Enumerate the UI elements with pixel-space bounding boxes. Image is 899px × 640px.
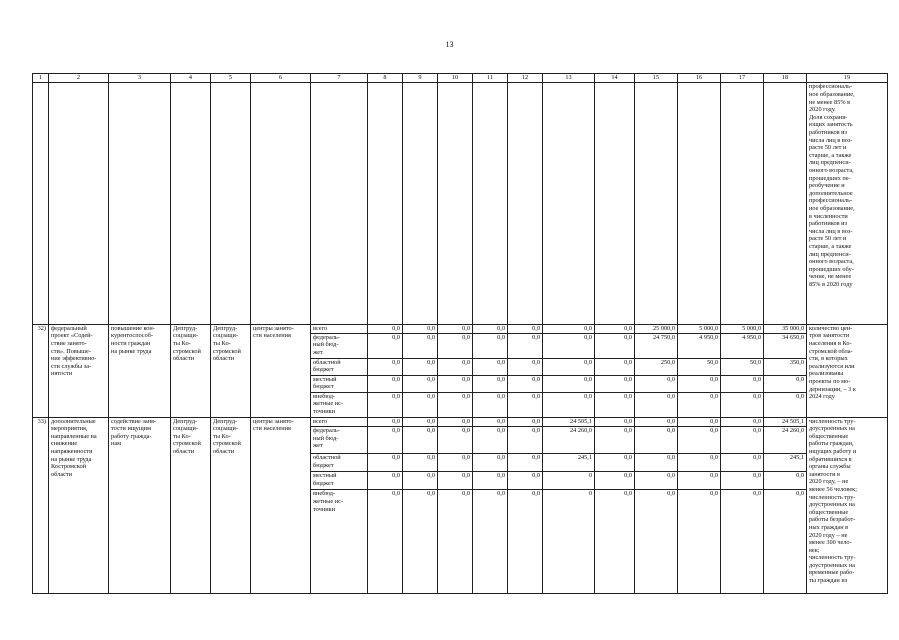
funding-value: 24 505,1 bbox=[543, 417, 595, 427]
row-number: 33) bbox=[33, 417, 49, 593]
funding-value: 0,0 bbox=[678, 417, 721, 427]
funding-value: 0,0 bbox=[368, 392, 403, 417]
column-number-2: 2 bbox=[49, 74, 109, 83]
funding-value: 350,0 bbox=[764, 358, 807, 375]
funding-value: 0,0 bbox=[678, 427, 721, 454]
funding-value: 0,0 bbox=[595, 333, 635, 358]
funding-value: 0,0 bbox=[721, 454, 764, 472]
funding-value: 0,0 bbox=[473, 375, 508, 392]
funding-value: 0,0 bbox=[721, 427, 764, 454]
funding-value: 0,0 bbox=[438, 427, 473, 454]
funding-value: 0,0 bbox=[473, 324, 508, 333]
column-number-9: 9 bbox=[403, 74, 438, 83]
funding-source: всего bbox=[311, 417, 368, 427]
funding-value: 0,0 bbox=[508, 472, 543, 490]
funding-value: 0,0 bbox=[403, 472, 438, 490]
funding-value: 0,0 bbox=[635, 454, 678, 472]
funding-value: 0,0 bbox=[403, 454, 438, 472]
funding-value: 245,1 bbox=[543, 454, 595, 472]
funding-value: 0,0 bbox=[368, 472, 403, 490]
funding-value: 0 bbox=[543, 490, 595, 594]
funding-value: 0,0 bbox=[473, 454, 508, 472]
funding-value: 0,0 bbox=[635, 375, 678, 392]
funding-value: 0,0 bbox=[438, 333, 473, 358]
funding-value: 0,0 bbox=[508, 454, 543, 472]
measure-name: дополнительные мероприятия, направленные на снижение напряженности на рынке труда Костромской области bbox=[49, 417, 109, 593]
funding-value: 0,0 bbox=[508, 427, 543, 454]
funding-value: 34 650,0 bbox=[764, 333, 807, 358]
funding-source: областной бюджет bbox=[311, 358, 368, 375]
funding-value: 0,0 bbox=[635, 417, 678, 427]
page-number: 13 bbox=[445, 40, 454, 49]
funding-value: 0,0 bbox=[473, 333, 508, 358]
target-indicator: количество цен- тров занятости населения в Ко- стромской обла- сти, в которых реализуются или реализованы проекты по мо- дернизации, – 3 к 2024 году bbox=[807, 324, 888, 417]
funding-value: 0,0 bbox=[721, 490, 764, 594]
responsible-executor: Депгруд- соцзащи- ты Ко- стромской области bbox=[171, 417, 211, 593]
funding-value: 0,0 bbox=[595, 427, 635, 454]
funding-value: 0,0 bbox=[403, 417, 438, 427]
continuation-row bbox=[33, 83, 888, 324]
column-number-3: 3 bbox=[109, 74, 171, 83]
column-number-12: 12 bbox=[508, 74, 543, 83]
funding-value: 0,0 bbox=[368, 358, 403, 375]
funding-value: 0,0 bbox=[438, 324, 473, 333]
column-number-18: 18 bbox=[764, 74, 807, 83]
funding-value: 5 000,0 bbox=[721, 324, 764, 333]
funding-value: 50,0 bbox=[721, 358, 764, 375]
funding-value: 0,0 bbox=[438, 417, 473, 427]
co-executor: Депгруд- соцзащи- ты Ко- стромской области bbox=[211, 417, 251, 593]
column-number-5: 5 bbox=[211, 74, 251, 83]
funding-value: 0,0 bbox=[678, 375, 721, 392]
column-number-10: 10 bbox=[438, 74, 473, 83]
funding-value: 0,0 bbox=[595, 490, 635, 594]
funding-value: 0,0 bbox=[508, 417, 543, 427]
funding-value: 0,0 bbox=[438, 454, 473, 472]
column-number-11: 11 bbox=[473, 74, 508, 83]
funding-value: 0,0 bbox=[473, 490, 508, 594]
column-number-header bbox=[33, 74, 888, 83]
measure-goal: повышение кон- курентоспособ- ности граждан на рынке труда bbox=[109, 324, 171, 417]
funding-value: 5 000,0 bbox=[678, 324, 721, 333]
continuation-indicator-text: профессиональ- ное образование, не менее 85% в 2020 году. Доля сохраня- ющих занятость работников из числа лиц в воз- расте 50 лет и старше, а также лиц предпенси- онного возраста, прошедших пе- реобучение и дополнительное профессиональ- ное образование, в численности работников из числа лиц в воз- расте 50 лет и старше, а также лиц предпенси- онного возраста, прошедших обу- чение, не менее 85% в 2020 году bbox=[807, 83, 888, 324]
column-number-16: 16 bbox=[678, 74, 721, 83]
funding-value: 0,0 bbox=[721, 472, 764, 490]
funding-value: 0,0 bbox=[595, 454, 635, 472]
funding-value: 0,0 bbox=[473, 392, 508, 417]
funding-value: 0,0 bbox=[403, 358, 438, 375]
funding-source: внебюд- жетные ис- точники bbox=[311, 392, 368, 417]
funding-value: 0,0 bbox=[595, 375, 635, 392]
funding-value: 245,1 bbox=[764, 454, 807, 472]
funding-value: 24 750,0 bbox=[635, 333, 678, 358]
funding-value: 0,0 bbox=[721, 417, 764, 427]
target-indicator: численность тру- доустроенных на общественные работы граждан, ищущих работу и обратившихся в органы службы занятости в 2020 году, – не менее 56 человек; численность тру- доустроенных на общественные работы безработ- ных граждан в 2020 году – не менее 300 чело- век; численность тру- доустроенных на временные рабо- ты граждан из bbox=[807, 417, 888, 593]
funding-value: 24 505,1 bbox=[764, 417, 807, 427]
funding-value: 0,0 bbox=[595, 392, 635, 417]
funding-value: 0,0 bbox=[764, 490, 807, 594]
funding-value: 0,0 bbox=[403, 324, 438, 333]
funding-value: 0,0 bbox=[403, 427, 438, 454]
participants: центры занято- сти населения bbox=[251, 324, 311, 417]
funding-value: 35 000,0 bbox=[764, 324, 807, 333]
funding-value: 0,0 bbox=[368, 427, 403, 454]
funding-value: 0,0 bbox=[508, 358, 543, 375]
funding-source: федераль- ный бюд- жет bbox=[311, 427, 368, 454]
column-number-1: 1 bbox=[33, 74, 49, 83]
funding-value: 0,0 bbox=[403, 490, 438, 594]
funding-value: 50,0 bbox=[678, 358, 721, 375]
row-number: 32) bbox=[33, 324, 49, 417]
funding-value: 0,0 bbox=[368, 417, 403, 427]
funding-value: 0,0 bbox=[368, 375, 403, 392]
funding-value: 0,0 bbox=[678, 454, 721, 472]
responsible-executor: Депгруд- соцзащи- ты Ко- стромской области bbox=[171, 324, 211, 417]
funding-value: 4 950,0 bbox=[678, 333, 721, 358]
funding-value: 0,0 bbox=[595, 324, 635, 333]
funding-value: 0,0 bbox=[764, 392, 807, 417]
funding-value: 0,0 bbox=[543, 392, 595, 417]
funding-source: федераль- ный бюд- жет bbox=[311, 333, 368, 358]
column-number-15: 15 bbox=[635, 74, 678, 83]
funding-value: 0,0 bbox=[508, 490, 543, 594]
column-number-19: 19 bbox=[807, 74, 888, 83]
table-body bbox=[33, 74, 888, 594]
funding-value: 0,0 bbox=[438, 375, 473, 392]
funding-value: 0,0 bbox=[635, 392, 678, 417]
funding-value: 0,0 bbox=[473, 358, 508, 375]
funding-value: 0,0 bbox=[508, 324, 543, 333]
funding-value: 0,0 bbox=[543, 333, 595, 358]
funding-value: 0,0 bbox=[508, 392, 543, 417]
column-number-4: 4 bbox=[171, 74, 211, 83]
funding-value: 0,0 bbox=[595, 472, 635, 490]
column-number-17: 17 bbox=[721, 74, 764, 83]
table-row bbox=[33, 417, 888, 427]
funding-source: всего bbox=[311, 324, 368, 333]
funding-value: 0,0 bbox=[438, 358, 473, 375]
funding-value: 0,0 bbox=[368, 333, 403, 358]
funding-value: 0,0 bbox=[438, 490, 473, 594]
funding-value: 0,0 bbox=[678, 392, 721, 417]
funding-value: 0,0 bbox=[721, 375, 764, 392]
measure-name: федеральный проект «Содей- ствие занято- сти». Повыше- ние эффективно- сти службы за- нятости bbox=[49, 324, 109, 417]
funding-value: 0,0 bbox=[368, 490, 403, 594]
funding-value: 0,0 bbox=[764, 375, 807, 392]
funding-value: 0,0 bbox=[508, 333, 543, 358]
funding-value: 0,0 bbox=[438, 392, 473, 417]
funding-source: областной бюджет bbox=[311, 454, 368, 472]
funding-value: 0 bbox=[543, 472, 595, 490]
funding-value: 0,0 bbox=[678, 490, 721, 594]
funding-value: 0,0 bbox=[368, 324, 403, 333]
funding-value: 0,0 bbox=[543, 358, 595, 375]
measure-goal: содействие заня- тости ищущим работу гражда- нам bbox=[109, 417, 171, 593]
funding-value: 25 000,0 bbox=[635, 324, 678, 333]
funding-value: 0,0 bbox=[543, 324, 595, 333]
funding-value: 0,0 bbox=[543, 375, 595, 392]
column-number-8: 8 bbox=[368, 74, 403, 83]
funding-value: 0,0 bbox=[473, 427, 508, 454]
program-table bbox=[32, 73, 888, 594]
column-number-14: 14 bbox=[595, 74, 635, 83]
funding-value: 0,0 bbox=[403, 392, 438, 417]
funding-source: местный бюджет bbox=[311, 472, 368, 490]
funding-value: 0,0 bbox=[764, 472, 807, 490]
funding-value: 4 950,0 bbox=[721, 333, 764, 358]
funding-value: 0,0 bbox=[473, 417, 508, 427]
funding-value: 0,0 bbox=[721, 392, 764, 417]
funding-value: 0,0 bbox=[635, 490, 678, 594]
column-number-7: 7 bbox=[311, 74, 368, 83]
funding-value: 250,0 bbox=[635, 358, 678, 375]
funding-value: 0,0 bbox=[595, 358, 635, 375]
funding-value: 0,0 bbox=[473, 472, 508, 490]
participants: центры занято- сти населения bbox=[251, 417, 311, 593]
table-row bbox=[33, 324, 888, 333]
funding-source: внебюд- жетные ис- точники bbox=[311, 490, 368, 594]
column-number-6: 6 bbox=[251, 74, 311, 83]
funding-value: 24 260,0 bbox=[764, 427, 807, 454]
funding-value: 0,0 bbox=[403, 333, 438, 358]
funding-value: 0,0 bbox=[403, 375, 438, 392]
funding-value: 0,0 bbox=[635, 427, 678, 454]
column-number-13: 13 bbox=[543, 74, 595, 83]
funding-value: 0,0 bbox=[438, 472, 473, 490]
funding-source: местный бюджет bbox=[311, 375, 368, 392]
funding-value: 0,0 bbox=[678, 472, 721, 490]
funding-value: 0,0 bbox=[508, 375, 543, 392]
funding-value: 24 260,0 bbox=[543, 427, 595, 454]
funding-value: 0,0 bbox=[368, 454, 403, 472]
funding-value: 0,0 bbox=[635, 472, 678, 490]
funding-value: 0,0 bbox=[595, 417, 635, 427]
co-executor: Депгруд- соцзащи- ты Ко- стромской области bbox=[211, 324, 251, 417]
